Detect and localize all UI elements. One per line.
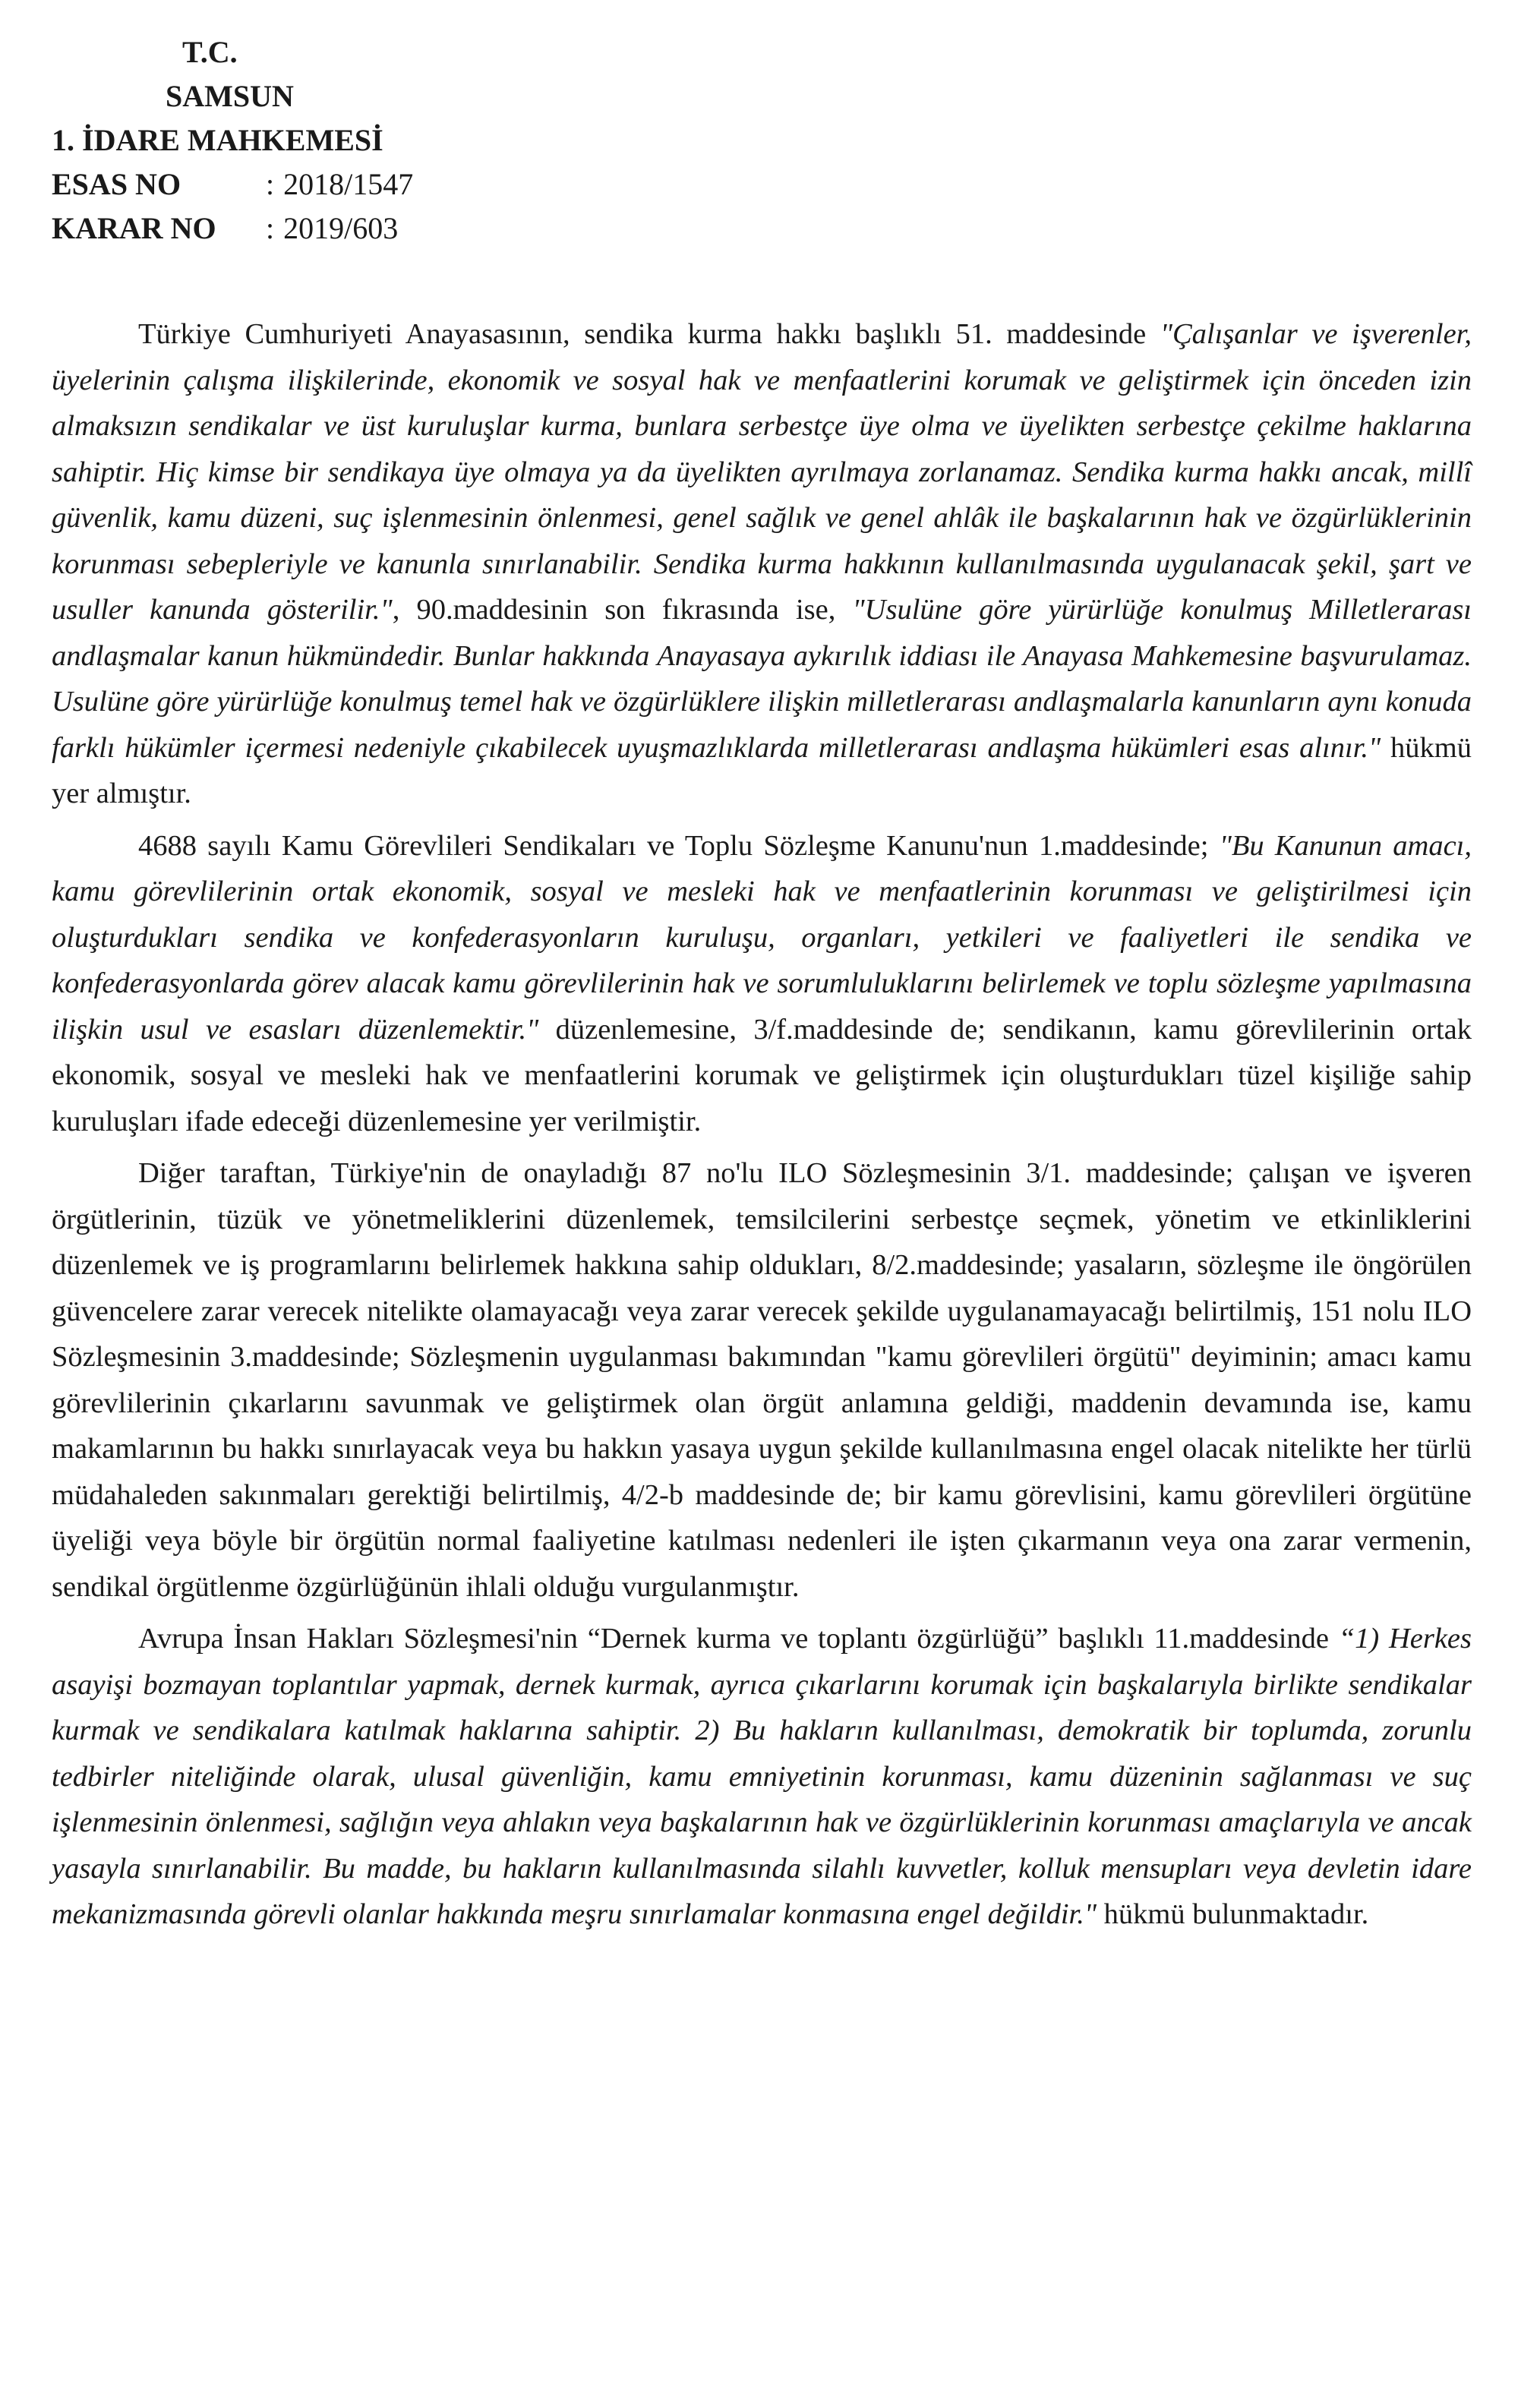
paragraph-law-4688: [52, 823, 1472, 1145]
paragraph-echr: [52, 1616, 1472, 1938]
paragraph-text: hükmü yer almıştır.: [52, 731, 1472, 809]
paragraph-text: Avrupa İnsan Hakları Sözleşmesi'nin “Dernek kurma ve toplantı özgürlüğü” başlıklı 11.maddesinde: [138, 1623, 1339, 1655]
esas-row: [52, 162, 1472, 207]
document-body: [52, 311, 1472, 1938]
paragraph-text: hükmü bulunmaktadır.: [1097, 1898, 1369, 1930]
paragraph-text: Türkiye Cumhuriyeti Anayasasının, sendika kurma hakkı başlıklı 51. maddesinde: [138, 318, 1160, 350]
quoted-text: "Bu Kanunun amacı, kamu görevlilerinin ortak ekonomik, sosyal ve mesleki hak ve menfaatlerinin korunması ve geliştirilmesi için oluşturdukları sendika ve konfederasyonların kuruluşu, organları, yetkileri ve faaliyetleri ile sendika ve konfederasyonlarda görev alacak kamu görevlilerinin hak ve sorumluluklarını belirlemek ve toplu sözleşme yapılmasına ilişkin usul ve esasları düzenlemektir.": [52, 829, 1472, 1046]
paragraph-ilo: [52, 1150, 1472, 1610]
paragraph-text: düzenlemesine, 3/f.maddesinde de; sendikanın, kamu görevlilerinin ortak ekonomik, sosyal ve mesleki hak ve menfaatlerini korumak ve geliştirmek için oluşturdukları tüzel kişiliğe sahip kuruluşları ifade edeceği düzenlemesine yer verilmiştir.: [52, 1013, 1472, 1137]
header-city: SAMSUN: [166, 79, 294, 113]
esas-separator: :: [266, 167, 275, 201]
document-page: [52, 30, 1472, 1944]
quoted-text: "Usulüne göre yürürlüğe konulmuş Milletlerarası andlaşmalar kanun hükmündedir. Bunlar hakkında Anayasaya aykırılık iddiası ile Anayasa Mahkemesine başvurulamaz. Usulüne göre yürürlüğe konulmuş temel hak ve özgürlüklere ilişkin milletlerarası andlaşmalarla kanunların aynı konuda farklı hükümler içermesi nedeniyle çıkabilecek uyuşmazlıklarda milletlerarası andlaşma hükümleri esas alınır.": [52, 594, 1472, 764]
paragraph-text: 4688 sayılı Kamu Görevlileri Sendikaları ve Toplu Sözleşme Kanunu'nun 1.maddesinde;: [138, 829, 1220, 862]
paragraph-text: Diğer taraftan, Türkiye'nin de onayladığı 87 no'lu ILO Sözleşmesinin 3/1. maddesinde; çalışan ve işveren örgütlerinin, tüzük ve yönetmeliklerini düzenlemek, temsilcilerini serbestçe seçmek, yönetim ve etkinliklerini düzenlemek ve iş programlarını belirlemek hakkına sahip oldukları, 8/2.maddesinde; yasaların, sözleşme ile öngörülen güvencelere zarar verecek nitelikte olamayacağı veya zarar verecek şekilde uygulanamayacağı belirtilmiş, 151 nolu ILO Sözleşmesinin 3.maddesinde; Sözleşmenin uygulanması bakımından "kamu görevlileri örgütü" deyiminin; amacı kamu görevlilerinin çıkarlarını savunmak ve geliştirmek olan örgüt anlamına geldiği, maddenin devamında ise, kamu makamlarının bu hakkı sınırlayacak veya bu hakkın yasaya uygun şekilde kullanılmasına engel olacak nitelikte her türlü müdahaleden sakınmaları gerektiği belirtilmiş, 4/2-b maddesinde de; bir kamu görevlisini, kamu görevlileri örgütüne üyeliği veya böyle bir örgütün normal faaliyetine katılması nedenleri ile işten çıkarmanın veya ona zarar vermenin, sendikal örgütlenme özgürlüğünün ihlali olduğu vurgulanmıştır.: [52, 1157, 1472, 1603]
karar-label: KARAR NO: [52, 211, 216, 245]
paragraph-text: , 90.maddesinin son fıkrasında ise,: [392, 594, 853, 626]
header-country: T.C.: [182, 35, 238, 69]
esas-value: 2018/1547: [283, 167, 414, 201]
quoted-text: “1) Herkes asayişi bozmayan toplantılar yapmak, dernek kurmak, ayrıca çıkarlarını korumak için başkalarıyla birlikte sendikalar kurmak ve sendikalara katılmak haklarına sahiptir. 2) Bu hakların kullanılması, demokratik bir toplumda, zorunlu tedbirler niteliğinde olarak, ulusal güvenliğin, kamu emniyetinin korunması, kamu düzeninin sağlanması ve suç işlenmesinin önlenmesi, sağlığın veya ahlakın veya başkalarının hak ve özgürlüklerinin korunması amaçlarıyla ve ancak yasayla sınırlanabilir. Bu madde, bu hakların kullanılmasında silahlı kuvvetler, kolluk mensupları veya devletin idare mekanizmasında görevli olanlar hakkında meşru sınırlamalar konmasına engel değildir.": [52, 1623, 1472, 1930]
paragraph-constitution: [52, 311, 1472, 817]
header-court: 1. İDARE MAHKEMESİ: [52, 123, 383, 157]
document-header: [52, 30, 1472, 251]
karar-row: [52, 207, 1472, 251]
karar-value: 2019/603: [283, 211, 399, 245]
karar-separator: :: [266, 211, 275, 245]
quoted-text: "Çalışanlar ve işverenler, üyelerinin çalışma ilişkilerinde, ekonomik ve sosyal hak ve menfaatlerini korumak ve geliştirmek için önceden izin almaksızın sendikalar ve üst kuruluşlar kurma, bunlara serbestçe üye olma ve üyelikten serbestçe çekilme haklarına sahiptir. Hiç kimse bir sendikaya üye olmaya ya da üyelikten ayrılmaya zorlanamaz. Sendika kurma hakkı ancak, millî güvenlik, kamu düzeni, suç işlenmesinin önlenmesi, genel sağlık ve genel ahlâk ile başkalarının hak ve özgürlüklerinin korunması sebepleriyle ve kanunla sınırlanabilir. Sendika kurma hakkının kullanılmasında uygulanacak şekil, şart ve usuller kanunda gösterilir.": [52, 318, 1472, 626]
esas-label: ESAS NO: [52, 167, 181, 201]
